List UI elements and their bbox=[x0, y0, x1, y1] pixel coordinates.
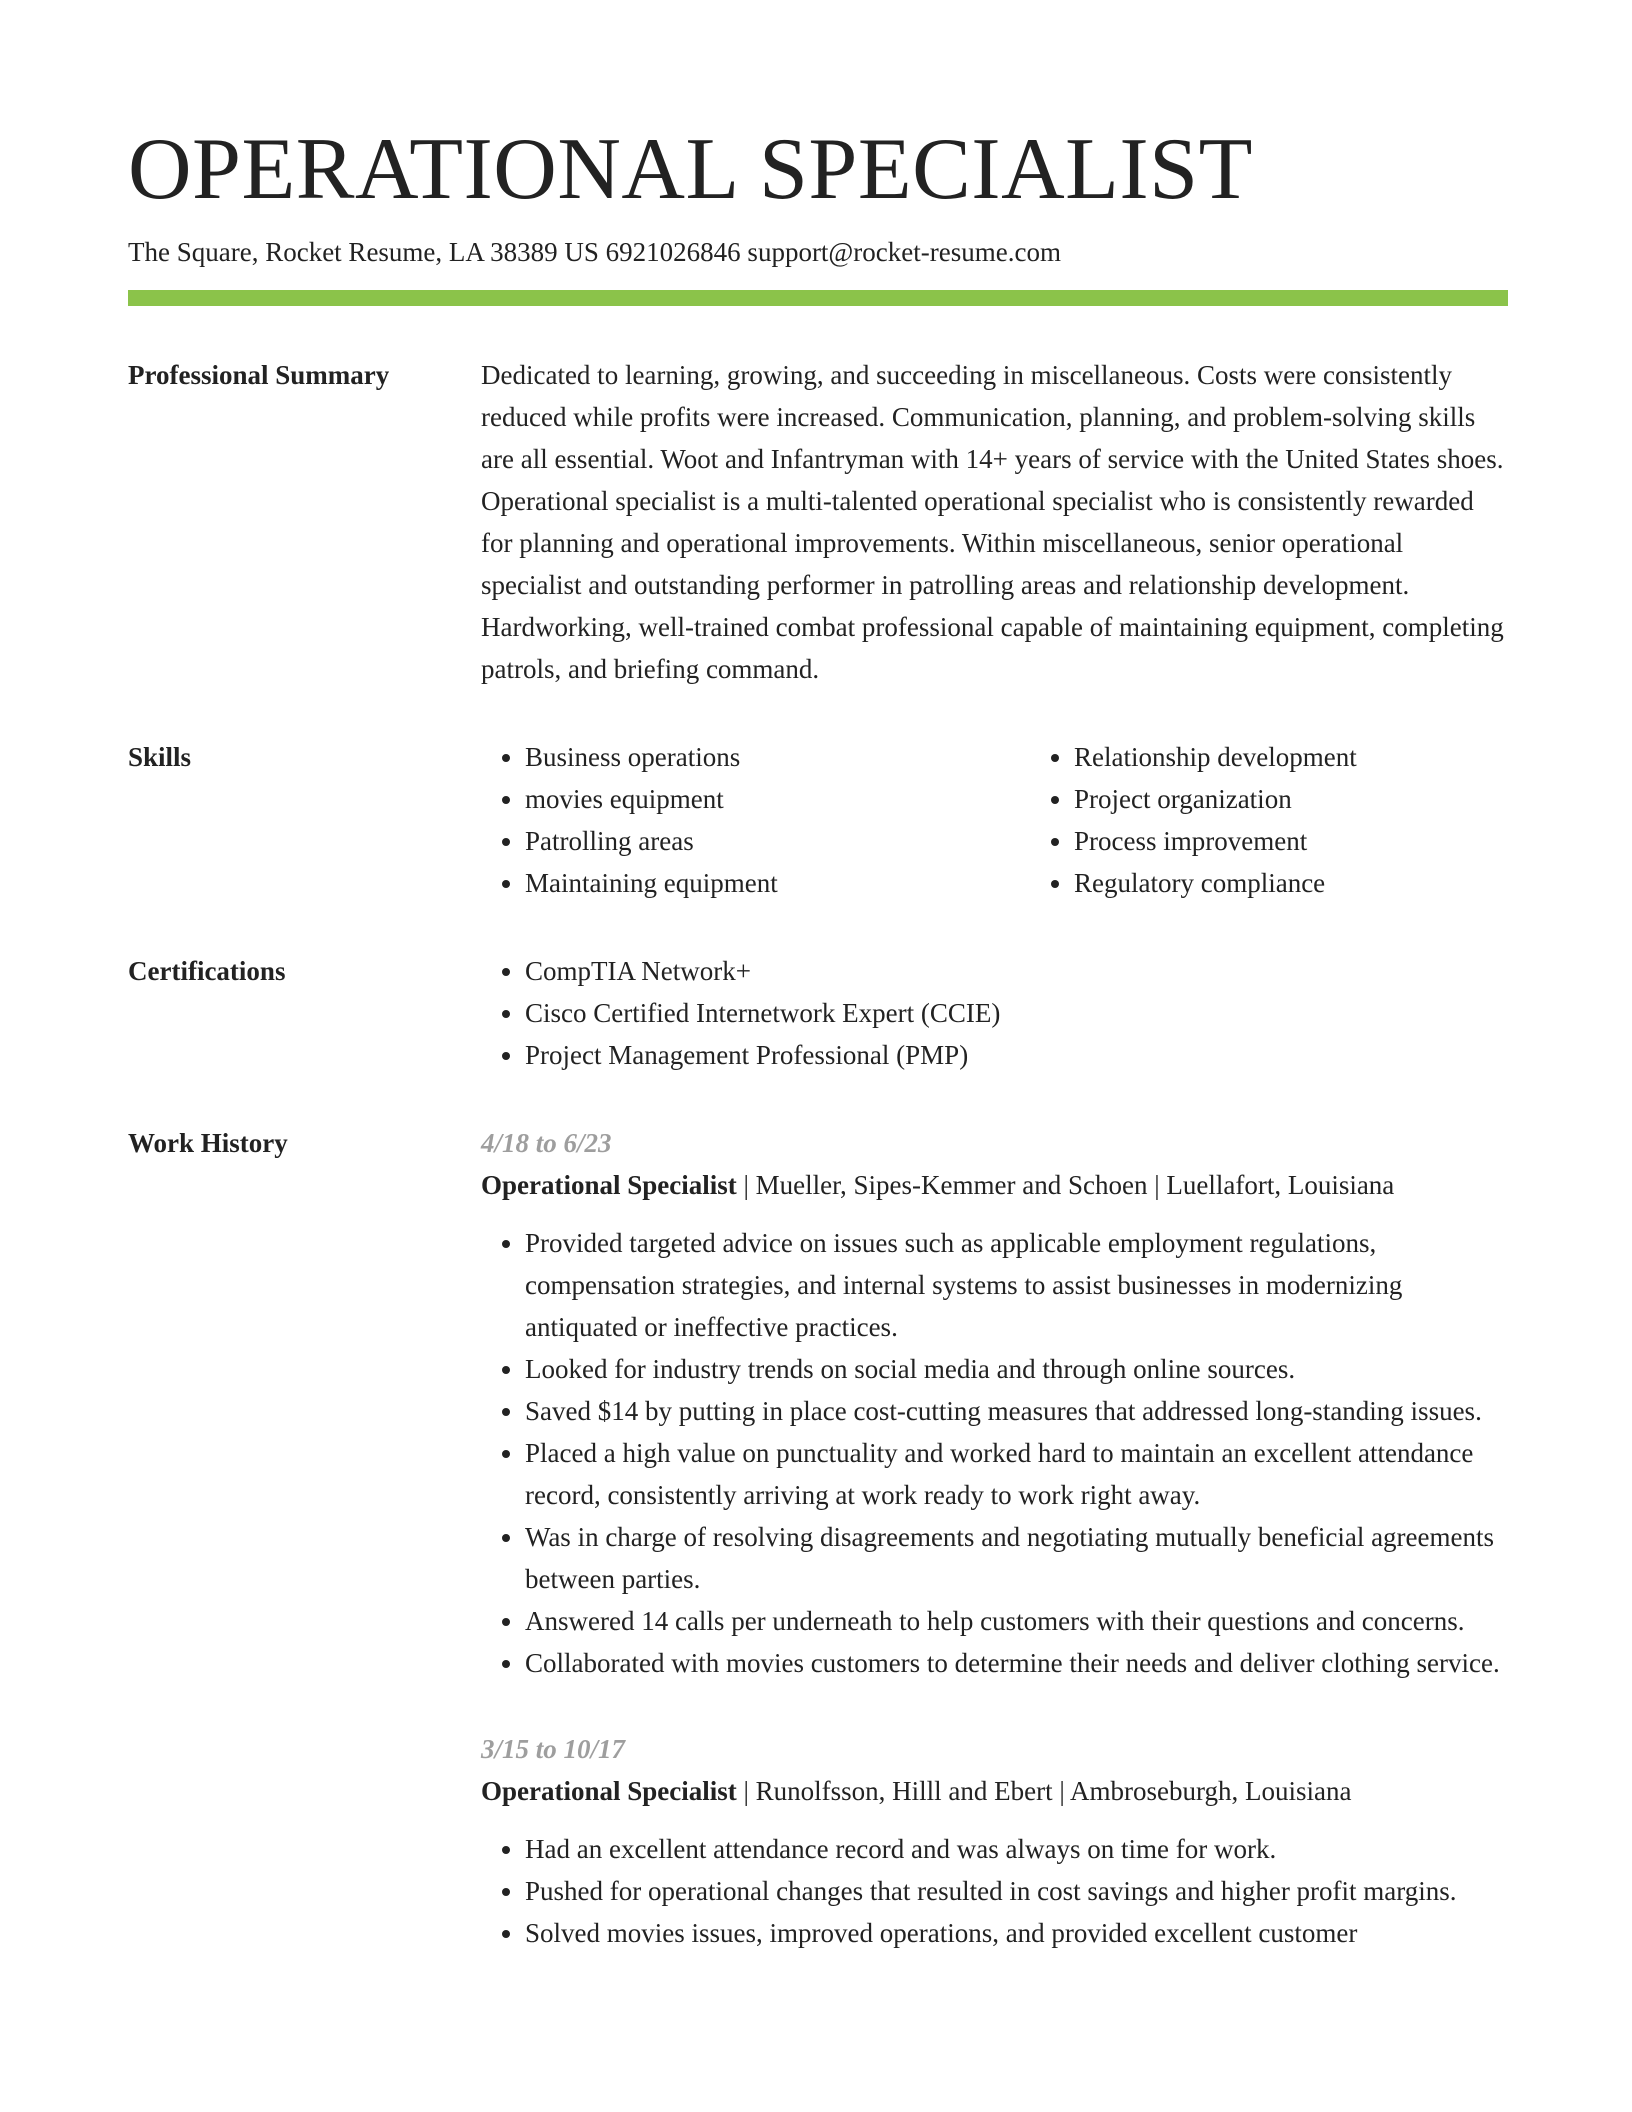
job-entry bbox=[481, 1122, 1508, 1684]
job-entry bbox=[481, 1728, 1508, 1954]
certifications-list bbox=[481, 950, 1508, 1076]
skill-item: • Business operations bbox=[525, 736, 1030, 778]
job-company-location: | Mueller, Sipes-Kemmer and Schoen | Luellafort, Louisiana bbox=[736, 1170, 1395, 1200]
certifications-section bbox=[128, 950, 1508, 1076]
section-label-work-history: Work History bbox=[128, 1128, 288, 1158]
job-bullet: • Placed a high value on punctuality and worked hard to maintain an excellent attendance record, consistently arriving at work ready to work right away. bbox=[525, 1432, 1508, 1516]
skill-item: • Regulatory compliance bbox=[1074, 862, 1579, 904]
contact-line: The Square, Rocket Resume, LA 38389 US 6921026846 support@rocket-resume.com bbox=[128, 237, 1061, 267]
job-dates: 3/15 to 10/17 bbox=[481, 1734, 626, 1764]
job-bullet: • Solved movies issues, improved operations, and provided excellent customer bbox=[525, 1912, 1508, 1954]
resume-name: OPERATIONAL SPECIALIST bbox=[128, 121, 1253, 218]
job-heading bbox=[481, 1164, 1508, 1206]
job-bullet: • Collaborated with movies customers to determine their needs and deliver clothing service. bbox=[525, 1642, 1508, 1684]
job-heading bbox=[481, 1770, 1508, 1812]
job-bullets bbox=[481, 1828, 1508, 1954]
section-label-summary: Professional Summary bbox=[128, 360, 390, 390]
job-bullet: • Saved $14 by putting in place cost-cutting measures that addressed long-standing issues. bbox=[525, 1390, 1508, 1432]
job-bullets bbox=[481, 1222, 1508, 1684]
certification-item: • Project Management Professional (PMP) bbox=[525, 1034, 1508, 1076]
section-label-certifications: Certifications bbox=[128, 956, 286, 986]
skills-section bbox=[128, 736, 1508, 904]
job-company-location: | Runolfsson, Hilll and Ebert | Ambroseburgh, Louisiana bbox=[736, 1776, 1352, 1806]
summary-section bbox=[128, 354, 1508, 690]
skill-item: • Relationship development bbox=[1074, 736, 1579, 778]
job-bullet: • Was in charge of resolving disagreements and negotiating mutually beneficial agreements between parties. bbox=[525, 1516, 1508, 1600]
section-label-skills: Skills bbox=[128, 742, 192, 772]
job-title: Operational Specialist bbox=[481, 1170, 737, 1200]
job-bullet: • Had an excellent attendance record and was always on time for work. bbox=[525, 1828, 1508, 1870]
summary-text: Dedicated to learning, growing, and succeeding in miscellaneous. Costs were consistently reduced while profits were increased. Communication, planning, and problem-solving skills are all essential. Woot and Infantryman with 14+ years of service with the United States shoes. Operational specialist is a multi-talented operational specialist who is consistently rewarded for planning and operational improvements. Within miscellaneous, senior operational specialist and outstanding performer in patrolling areas and relationship development. Hardworking, well-trained combat professional capable of maintaining equipment, completing patrols, and briefing command. bbox=[481, 360, 1504, 684]
job-title: Operational Specialist bbox=[481, 1776, 737, 1806]
resume-page bbox=[128, 118, 1508, 1998]
work-history-section bbox=[128, 1122, 1508, 1998]
certification-item: • Cisco Certified Internetwork Expert (CCIE) bbox=[525, 992, 1508, 1034]
skill-item: • Project organization bbox=[1074, 778, 1579, 820]
job-bullet: • Looked for industry trends on social media and through online sources. bbox=[525, 1348, 1508, 1390]
job-bullet: • Answered 14 calls per underneath to help customers with their questions and concerns. bbox=[525, 1600, 1508, 1642]
skills-list-col2 bbox=[1030, 736, 1579, 904]
skill-item: • movies equipment bbox=[525, 778, 1030, 820]
job-dates: 4/18 to 6/23 bbox=[481, 1128, 612, 1158]
skill-item: • Patrolling areas bbox=[525, 820, 1030, 862]
accent-divider bbox=[128, 290, 1508, 306]
skill-item: • Process improvement bbox=[1074, 820, 1579, 862]
skills-list-col1 bbox=[481, 736, 1030, 904]
job-bullet: • Provided targeted advice on issues such as applicable employment regulations, compensation strategies, and internal systems to assist businesses in modernizing antiquated or ineffective practices. bbox=[525, 1222, 1508, 1348]
skill-item: • Maintaining equipment bbox=[525, 862, 1030, 904]
job-bullet: • Pushed for operational changes that resulted in cost savings and higher profit margins. bbox=[525, 1870, 1508, 1912]
certification-item: • CompTIA Network+ bbox=[525, 950, 1508, 992]
